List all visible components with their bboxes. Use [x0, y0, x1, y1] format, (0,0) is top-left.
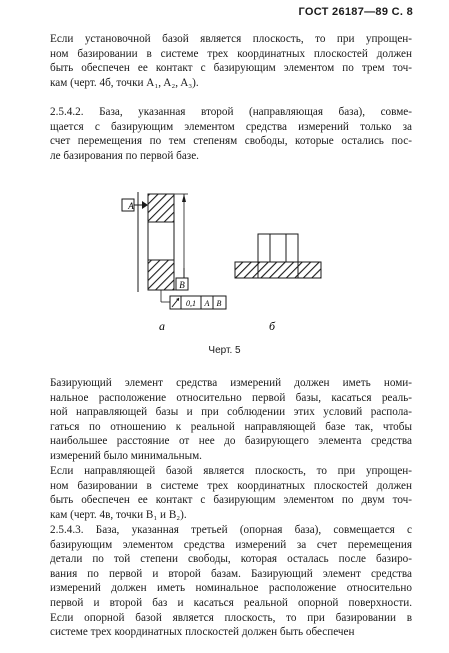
paragraph-3 — [34, 376, 412, 464]
tolerance-value: 0,1 — [186, 299, 196, 308]
text-line: щается с базирующим элементом средства измерений только за — [50, 120, 412, 133]
text-line: ном базировании в системе трех координатных плоскостей должен — [50, 47, 412, 60]
drawing-b — [235, 234, 321, 278]
text-line: счет перемещения по тем степеням свободы, которые остались пос- — [50, 135, 412, 148]
tolerance-datum-a: A — [204, 299, 210, 308]
text-line: измерений должен иметь номинальное расположение относительно — [50, 582, 412, 595]
text-line: Если установочной базой является плоскость, то при упрощен- — [50, 33, 412, 45]
paragraph-5 — [34, 523, 412, 640]
paragraph-2 — [34, 105, 412, 163]
text-line: измерений было минимальным. — [50, 449, 202, 462]
text-line: ле базирования по первой базе. — [50, 149, 199, 162]
text-line: базирующим элементом средства измерений за счет перемещения — [50, 538, 412, 551]
subfigure-label-a: а — [159, 319, 165, 333]
datum-a-label: A — [128, 201, 134, 211]
paragraph-4 — [34, 464, 412, 522]
text-line: наибольшее расстояние от нее до базирующего элемента средства — [50, 435, 412, 448]
text-line: Базирующий элемент средства измерений должен иметь номи- — [50, 377, 412, 389]
text-line: нальное расположение относительно первой базы, касаться реаль- — [50, 391, 412, 404]
text-line: 2.5.4.2. База, указанная второй (направляющая база), совме- — [50, 106, 412, 118]
subfigure-label-b: б — [268, 319, 276, 333]
text-line: ном базировании в системе трех координатных плоскостей должен — [50, 479, 412, 492]
drawing-a — [122, 192, 226, 309]
text-line: вания по первой и второй базам. Базирующий элемент средства — [50, 567, 412, 580]
text-line: Если опорной базой является плоскость, то при базировании в — [50, 611, 412, 624]
text-line: быть обеспечен ее контакт с базирующим элементом по трем точ- — [50, 62, 412, 75]
text-line: гаться по отношению к реальной направляющей базе так, чтобы — [50, 420, 412, 433]
text-line: кам (черт. 4в, точки B₁ и B₂). — [50, 508, 187, 521]
paragraph-1 — [34, 32, 412, 90]
figure-caption: Черт. 5 — [208, 345, 241, 356]
page-header: ГОСТ 26187—89 С. 8 — [298, 6, 413, 18]
datum-b-label-frame: B — [179, 280, 185, 290]
technical-drawing-figure-5 — [110, 182, 350, 342]
text-line: быть обеспечен ее контакт с базирующим элементом по двум точ- — [50, 494, 412, 507]
text-line: детали по той степени свободы, которая осталась после базиро- — [50, 553, 412, 566]
text-line: ной направляющей базы и при соблюдении этих условий распола- — [50, 406, 412, 419]
text-line: системе трех координатных плоскостей должен быть обеспечен — [50, 626, 355, 639]
text-line: Если направляющей базой является плоскость, то при упрощен- — [50, 465, 412, 477]
text-line: кам (черт. 4б, точки A₁, A₂, A₃). — [50, 76, 199, 89]
text-line: первой и второй баз и касаться реальной опорной поверхности. — [50, 596, 412, 609]
text-line: 2.5.4.3. База, указанная третьей (опорная база), совмещается с — [50, 524, 412, 536]
tolerance-datum-b: B — [216, 299, 222, 308]
